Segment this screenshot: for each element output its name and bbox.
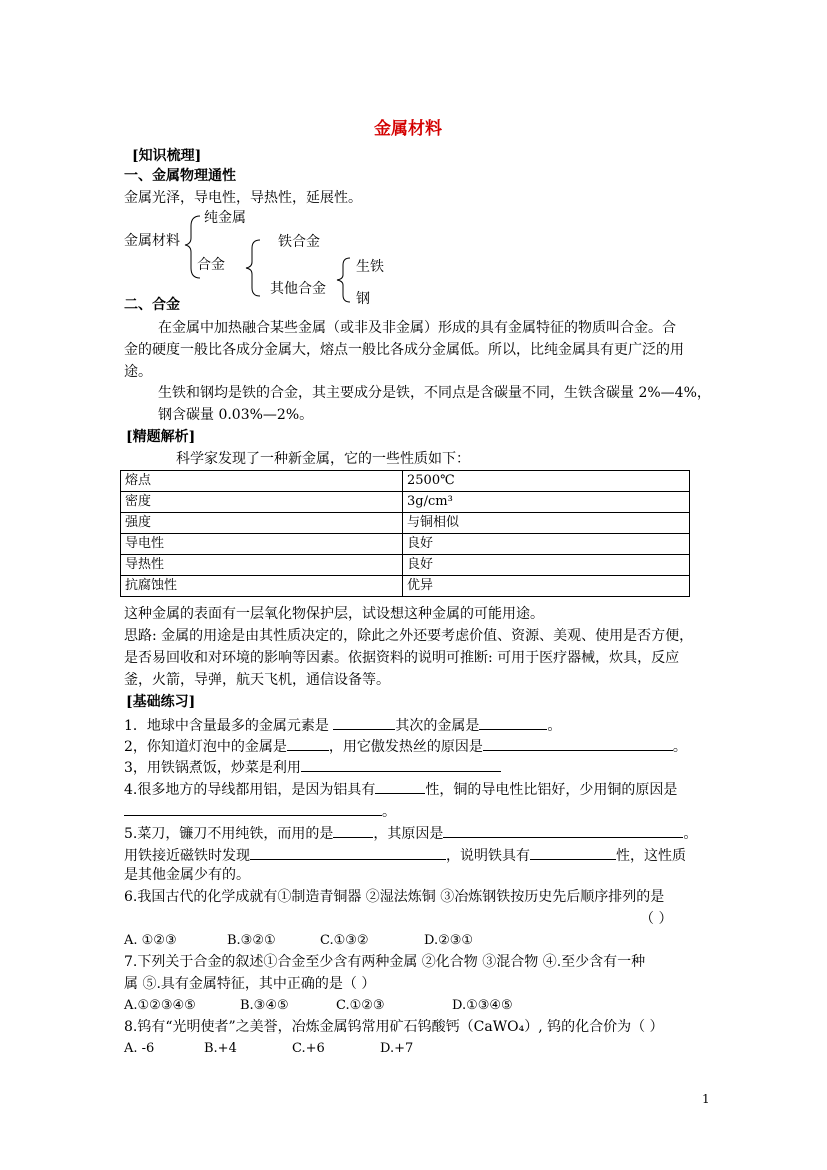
q3-text-a: 3，用铁锅煮饭，炒菜是利用 bbox=[124, 760, 301, 776]
property-name: 抗腐蚀性 bbox=[121, 576, 403, 597]
heading-alloy: 二、合金 bbox=[124, 297, 180, 313]
q5-text-b: ，其原因是 bbox=[373, 826, 444, 842]
page-number: 1 bbox=[702, 1092, 710, 1106]
q5-text-d: 用铁接近磁铁时发现 bbox=[124, 848, 250, 864]
q7-option-a[interactable]: A.①②③④⑤ bbox=[124, 998, 196, 1013]
q8-option-c[interactable]: C.+6 bbox=[292, 1041, 325, 1056]
q1-blank-2[interactable] bbox=[479, 715, 547, 730]
brace-alloy bbox=[244, 238, 264, 298]
q1-text-a: 1．地球中含量最多的金属元素是 bbox=[124, 718, 329, 734]
section-analysis-heading: [精题解析] bbox=[126, 429, 196, 445]
q6-option-b[interactable]: B.③②① bbox=[227, 933, 276, 948]
q5-blank-2[interactable] bbox=[443, 823, 683, 838]
q5-text-a: 5.菜刀，镰刀不用纯铁，而用的是 bbox=[124, 826, 334, 842]
q5-blank-4[interactable] bbox=[530, 845, 616, 860]
q1-blank-1[interactable] bbox=[333, 715, 395, 730]
q4-text-a: 4.很多地方的导线都用铝，是因为铝具有 bbox=[124, 782, 376, 798]
property-value: 与铜相似 bbox=[403, 513, 690, 534]
q1-text-c: 。 bbox=[547, 718, 562, 734]
q5-text-e: ，说明铁具有 bbox=[446, 848, 530, 864]
idea-line-2: 是否易回收和对环境的影响等因素。依据资料的说明可推断: 可用于医疗器械，炊具，反应 bbox=[124, 650, 680, 666]
question-5 bbox=[124, 823, 697, 843]
q7-option-c[interactable]: C.①②③ bbox=[336, 998, 385, 1013]
q2-text-a: 2，你知道灯泡中的金属是 bbox=[124, 739, 287, 755]
table-row bbox=[121, 492, 690, 513]
q2-blank-2[interactable] bbox=[483, 736, 673, 751]
q5-text-f: 性，这性质 bbox=[616, 848, 686, 864]
q5-text-c: 。 bbox=[683, 826, 698, 842]
q4-text-c: 。 bbox=[382, 804, 396, 820]
q2-text-b: ，用它傲发热丝的原因是 bbox=[328, 739, 483, 755]
question-text: 这种金属的表面有一层氧化物保护层，试设想这种金属的可能用途。 bbox=[124, 606, 544, 622]
idea-line-1: 思路: 金属的用途是由其性质决定的，除此之外还要考虑价值、资源、美观、使用是否方便， bbox=[124, 628, 694, 644]
q2-text-c: 。 bbox=[672, 739, 687, 755]
iron-steel-line-1: 生铁和钢均是铁的合金，其主要成分是铁，不同点是含碳量不同，生铁含碳量 2%—4%， bbox=[158, 385, 711, 401]
table-row bbox=[121, 555, 690, 576]
analysis-intro: 科学家发现了一种新金属，它的一些性质如下： bbox=[176, 451, 470, 467]
property-name: 导热性 bbox=[121, 555, 403, 576]
q4-text-b: 性，铜的导电性比铝好，少用铜的原因是 bbox=[425, 782, 678, 798]
tree-alloy: 合金 bbox=[197, 257, 225, 273]
table-row bbox=[121, 534, 690, 555]
question-1 bbox=[124, 715, 561, 735]
tree-pig-iron: 生铁 bbox=[356, 259, 384, 275]
q1-text-b: 其次的金属是 bbox=[395, 718, 480, 734]
property-value: 良好 bbox=[403, 555, 690, 576]
alloy-paragraph-line-3: 途。 bbox=[124, 364, 152, 380]
question-3 bbox=[124, 757, 501, 777]
q6-option-d[interactable]: D.②③① bbox=[424, 933, 474, 948]
section-knowledge-heading: [知识梳理] bbox=[132, 148, 202, 164]
table-row bbox=[121, 513, 690, 534]
property-name: 导电性 bbox=[121, 534, 403, 555]
property-value: 2500℃ bbox=[403, 471, 690, 492]
tree-iron-alloy: 铁合金 bbox=[278, 234, 320, 250]
question-4 bbox=[124, 779, 677, 799]
property-name: 密度 bbox=[121, 492, 403, 513]
q7-option-d[interactable]: D.①③④⑤ bbox=[452, 998, 513, 1013]
question-5-line-3: 是其他金属少有的。 bbox=[124, 867, 250, 883]
q8-option-d[interactable]: D.+7 bbox=[380, 1041, 414, 1056]
section-practice-heading: [基础练习] bbox=[126, 694, 196, 710]
question-4-cont bbox=[124, 801, 396, 821]
heading-metal-properties: 一、金属物理通性 bbox=[124, 168, 236, 184]
q4-blank-2[interactable] bbox=[124, 801, 382, 816]
property-value: 3g/cm³ bbox=[403, 492, 690, 513]
iron-steel-line-2: 钢含碳量 0.03%—2%。 bbox=[158, 407, 314, 423]
alloy-paragraph-line-1: 在金属中加热融合某些金属（或非及非金属）形成的具有金属特征的物质叫合金。合 bbox=[158, 320, 676, 336]
question-2 bbox=[124, 736, 687, 756]
q2-blank-1[interactable] bbox=[287, 736, 329, 751]
question-6: 6.我国古代的化学成就有①制造青铜器 ②湿法炼铜 ③冶炼钢铁按历史先后顺序排列的是 bbox=[124, 889, 665, 905]
property-table bbox=[120, 470, 690, 597]
tree-other-alloy: 其他合金 bbox=[270, 281, 326, 297]
property-value: 优异 bbox=[403, 576, 690, 597]
property-name: 熔点 bbox=[121, 471, 403, 492]
q5-blank-1[interactable] bbox=[333, 823, 373, 838]
question-7-line-1: 7.下列关于合金的叙述①合金至少含有两种金属 ②化合物 ③混合物 ④.至少含有一种 bbox=[124, 954, 646, 970]
q4-blank-1[interactable] bbox=[375, 779, 425, 794]
brace-iron bbox=[334, 256, 354, 304]
q3-blank-1[interactable] bbox=[301, 757, 501, 772]
table-row bbox=[121, 471, 690, 492]
alloy-paragraph-line-2: 金的硬度一般比各成分金属大，熔点一般比各成分金属低。所以，比纯金属具有更广泛的用 bbox=[124, 342, 684, 358]
question-5-line-2 bbox=[124, 845, 686, 865]
q8-option-a[interactable]: A. -6 bbox=[124, 1041, 155, 1056]
q6-answer-paren[interactable]: （ ） bbox=[640, 911, 673, 927]
metal-properties-text: 金属光泽，导电性，导热性，延展性。 bbox=[124, 190, 362, 206]
q6-option-c[interactable]: C.①③② bbox=[320, 933, 369, 948]
idea-line-3: 釜，火箭，导弹，航天飞机，通信设备等。 bbox=[124, 672, 390, 688]
tree-steel: 钢 bbox=[356, 291, 370, 307]
tree-pure-metal: 纯金属 bbox=[204, 210, 246, 226]
question-8: 8.钨有“光明使者”之美誉，冶炼金属钨常用矿石钨酸钙（CaWO₄）, 钨的化合价为（ ） bbox=[124, 1019, 664, 1035]
q7-option-b[interactable]: B.③④⑤ bbox=[240, 998, 289, 1013]
page-title: 金属材料 bbox=[374, 119, 442, 139]
property-name: 强度 bbox=[121, 513, 403, 534]
q6-option-a[interactable]: A. ①②③ bbox=[124, 933, 177, 948]
q5-blank-3[interactable] bbox=[250, 845, 446, 860]
table-row bbox=[121, 576, 690, 597]
property-value: 良好 bbox=[403, 534, 690, 555]
tree-root: 金属材料 bbox=[124, 233, 180, 249]
q8-option-b[interactable]: B.+4 bbox=[204, 1041, 237, 1056]
question-7-line-2: 属 ⑤.具有金属特征，其中正确的是（ ） bbox=[124, 976, 376, 992]
